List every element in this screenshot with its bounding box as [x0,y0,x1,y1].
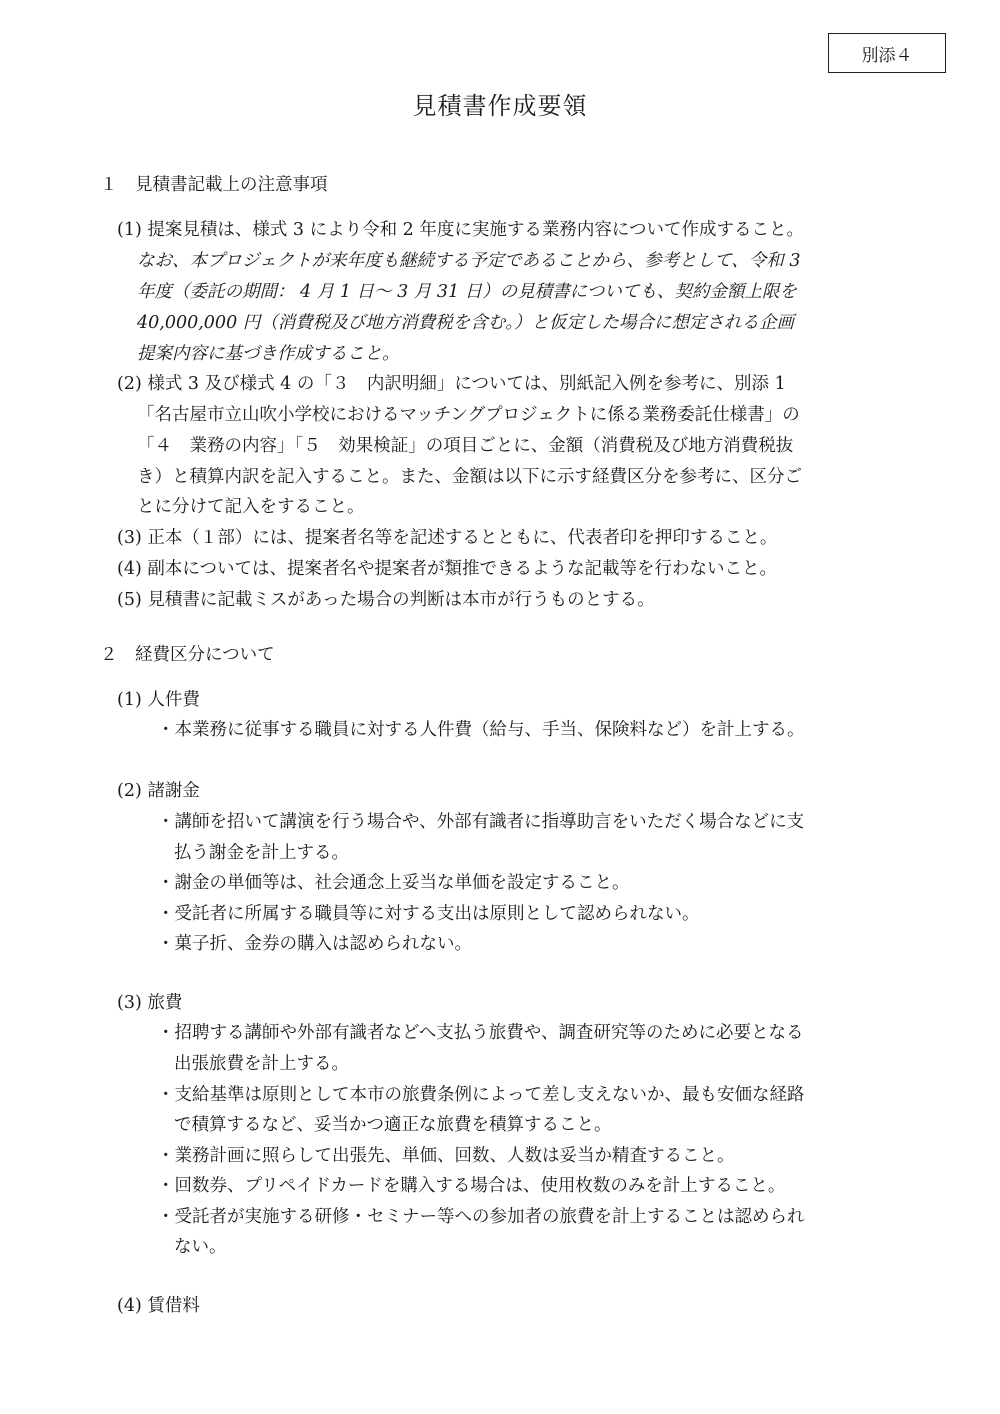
bullet-line: ・招聘する講師や外部有識者などへ支払う旅費や、調査研究等のために必要となる [157,1023,804,1043]
paragraph-line: 年度（委託の期間： 4 月 1 日～ 3 月 31 日）の見積書についても、契約金額上限を [137,282,797,302]
bullet-line: ・回数券、プリペイドカードを購入する場合は、使用枚数のみを計上すること。 [157,1176,786,1196]
bullet-line: ・受託者が実施する研修・セミナー等への参加者の旅費を計上することは認められ [157,1207,805,1227]
attachment-label: 別添４ [861,45,913,66]
attachment-label-box [828,33,946,73]
bullet-line: 出張旅費を計上する。 [174,1054,349,1074]
paragraph-line: (4) 副本については、提案者名や提案者が類推できるような記載等を行わないこと。 [117,559,777,579]
paragraph-line: (5) 見積書に記載ミスがあった場合の判断は本市が行うものとする。 [117,590,655,610]
paragraph-line: 提案内容に基づき作成すること。 [137,344,400,364]
bullet-line: ・菓子折、金券の購入は認められない。 [157,934,472,954]
bullet-line: ない。 [174,1237,227,1257]
bullet-line: ・受託者に所属する職員等に対する支出は原則として認められない。 [157,904,700,924]
subsection-heading: (3) 旅費 [117,993,183,1013]
bullet-line: ・支給基準は原則として本市の旅費条例によって差し支えないか、最も安価な経路 [157,1085,805,1105]
bullet-line: 払う謝金を計上する。 [174,843,349,863]
paragraph-line: なお、本プロジェクトが来年度も継続する予定であることから、参考として、令和 3 [137,251,801,271]
paragraph-line: とに分けて記入をすること。 [137,497,365,517]
bullet-line: ・講師を招いて講演を行う場合や、外部有識者に指導助言をいただく場合などに支 [157,812,805,832]
paragraph-line: 「４ 業務の内容」「５ 効果検証」の項目ごとに、金額（消費税及び地方消費税抜 [137,436,794,456]
paragraph-line: 40,000,000 円（消費税及び地方消費税を含む。）と仮定した場合に想定される企画 [137,313,795,333]
subsection-heading: (2) 諸謝金 [117,781,200,801]
bullet-line: ・本業務に従事する職員に対する人件費（給与、手当、保険料など）を計上する。 [157,720,805,740]
paragraph-line: (3) 正本（１部）には、提案者名等を記述するとともに、代表者印を押印すること。 [117,528,778,548]
paragraph-line: 「名古屋市立山吹小学校におけるマッチングプロジェクトに係る業務委託仕様書」の [137,405,800,425]
section-heading-1: １ 見積書記載上の注意事項 [100,175,328,195]
section-heading-2: ２ 経費区分について [100,645,275,665]
bullet-line: ・謝金の単価等は、社会通念上妥当な単価を設定すること。 [157,873,630,893]
paragraph-line: き）と積算内訳を記入すること。また、金額は以下に示す経費区分を参考に、区分ご [137,467,802,487]
paragraph-line: (1) 提案見積は、様式 3 により令和 2 年度に実施する業務内容について作成すること。 [117,220,805,240]
bullet-line: で積算するなど、妥当かつ適正な旅費を積算すること。 [174,1115,612,1135]
paragraph-line: (2) 様式 3 及び様式 4 の「３ 内訳明細」については、別紙記入例を参考に、別添 1 [117,374,786,394]
document-title: 見積書作成要領 [412,92,588,120]
subsection-heading: (4) 賃借料 [117,1296,200,1316]
bullet-line: ・業務計画に照らして出張先、単価、回数、人数は妥当か精査すること。 [157,1146,735,1166]
subsection-heading: (1) 人件費 [117,690,200,710]
